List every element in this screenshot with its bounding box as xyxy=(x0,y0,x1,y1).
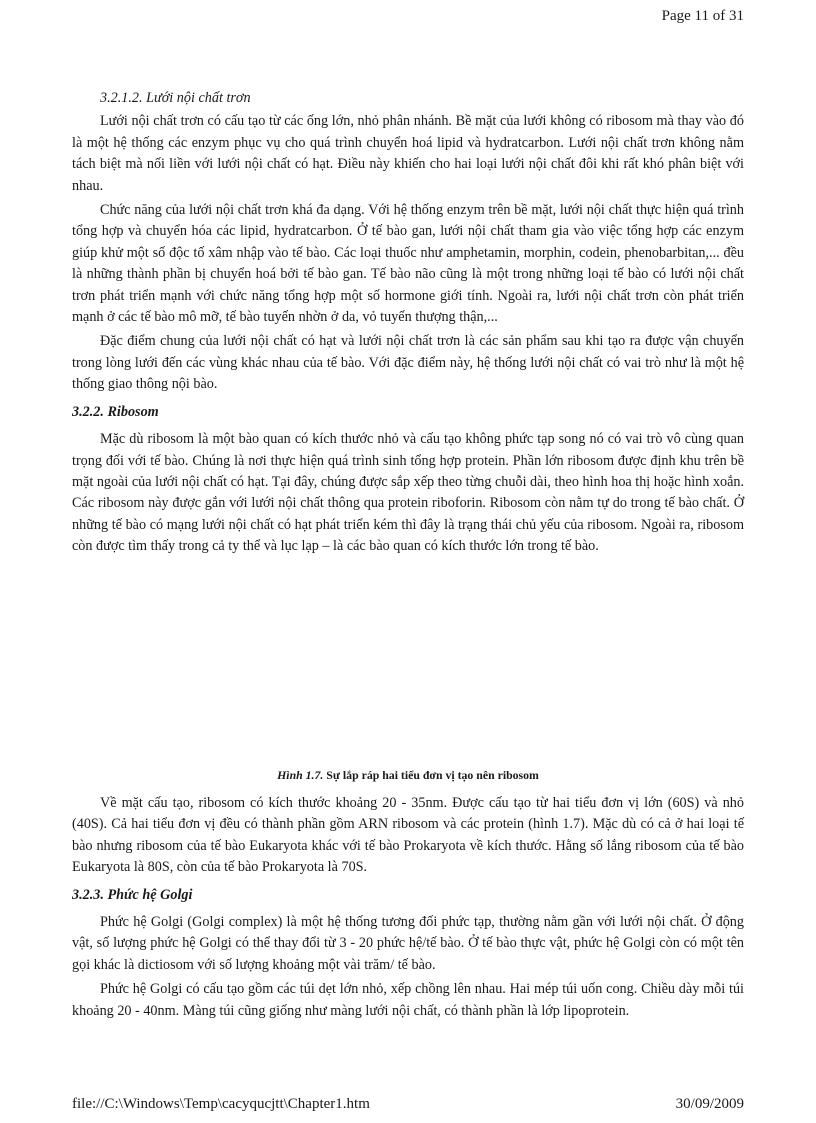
section-heading-323: 3.2.3. Phức hệ Golgi xyxy=(72,886,193,903)
footer-date: 30/09/2009 xyxy=(675,1096,744,1112)
figure-caption xyxy=(72,765,744,786)
figure-caption-label: Hình 1.7. xyxy=(277,767,324,782)
paragraph: Mặc dù ribosom là một bào quan có kích thước nhỏ và cấu tạo không phức tạp song nó có vai trò vô cùng quan trọng đối với tế bào. Chúng là nơi thực hiện quá trình sinh tổng hợp protein. Phần lớn ribosom được định khu trên bề mặt ngoài của lưới nội chất có hạt. Tại đây, chúng được sắp xếp theo từng chuỗi dài, theo hình hoa thị hoặc hình xoắn. Các ribosom này được gắn với lưới nội chất thông qua protein riboforin. Ribosom còn nằm tự do trong tế bào chất. Ở những tế bào có mạng lưới nội chất có hạt phát triển kém thì đây là trạng thái chủ yếu của ribosom. Ngoài ra, ribosom còn được tìm thấy trong cả ty thể và lục lạp – là các bào quan có kích thước lớn trong tế bào. xyxy=(72,431,745,555)
subsection-heading-3212: 3.2.1.2. Lưới nội chất trơn xyxy=(100,90,251,106)
paragraph: Phức hệ Golgi (Golgi complex) là một hệ thống tương đối phức tạp, thường nằm gần với lưới nội chất. Ở động vật, số lượng phức hệ Golgi có thể thay đổi từ 3 - 20 phức hệ/tế bào. Ở tế bào thực vật, phức hệ Golgi còn có một tên gọi khác là dictiosom với số lượng khoảng một vài trăm/ tế bào. xyxy=(72,913,744,973)
document-body xyxy=(72,88,744,1025)
paragraph: Đặc điểm chung của lưới nội chất có hạt và lưới nội chất trơn là các sản phẩm sau khi tạo ra được vận chuyển trong lòng lưới đến các vùng khác nhau của tế bào. Với đặc điểm này, hệ thống lưới nội chất có vai trò như là một hệ thống giao thông nội bào. xyxy=(72,333,744,393)
paragraph: Phức hệ Golgi có cấu tạo gồm các túi dẹt lớn nhỏ, xếp chồng lên nhau. Hai mép túi uốn cong. Chiều dày mỗi túi khoảng 20 - 40nm. Màng túi cũng giống như màng lưới nội chất, có thành phần là lớp lipoprotein. xyxy=(72,981,744,1019)
footer-file-path: file://C:\Windows\Temp\cacyqucjtt\Chapter1.htm xyxy=(72,1096,370,1112)
page-number: Page 11 of 31 xyxy=(661,8,744,24)
figure-caption-text: Sự lắp ráp hai tiểu đơn vị tạo nên ribosom xyxy=(323,767,539,782)
paragraph: Chức năng của lưới nội chất trơn khá đa dạng. Với hệ thống enzym trên bề mặt, lưới nội chất thực hiện quá trình tổng hợp và chuyển hóa các lipid, hydratcarbon. Ở tế bào gan, lưới nội chất tham gia vào việc tổng hợp các enzym giúp khử một số độc tố xâm nhập vào tế bào. Các loại thuốc như amphetamin, morphin, codein, phenobarbitan,... đều là những thành phần bị chuyển hoá bởi tế bào gan. Tế bào não cũng là một trong những loại tế bào có lưới nội chất trơn phát triển mạnh với chức năng tổng hợp một số hormone giới tính. Ngoài ra, lưới nội chất trơn còn phát triển mạnh ở các tế bào mô mỡ, tế bào tuyến nhờn ở da, vỏ tuyến thượng thận,... xyxy=(72,202,744,326)
section-heading-322: 3.2.2. Ribosom xyxy=(72,403,159,420)
paragraph: Lưới nội chất trơn có cấu tạo từ các ống lớn, nhỏ phân nhánh. Bề mặt của lưới không có ribosom mà thay vào đó là một hệ thống các enzym phục vụ cho quá trình chuyển hoá lipid và hydratcarbon. Lưới nội chất trơn không nằm tách biệt mà nối liền với lưới nội chất có hạt. Điều này khiến cho hai loại lưới nội chất đôi khi rất khó phân biệt với nhau. xyxy=(72,113,744,194)
paragraph: Về mặt cấu tạo, ribosom có kích thước khoảng 20 - 35nm. Được cấu tạo từ hai tiểu đơn vị lớn (60S) và nhỏ (40S). Cả hai tiểu đơn vị đều có thành phần gồm ARN ribosom và các protein (hình 1.7). Mặc dù có cả ở hai loại tế bào nhưng ribosom của tế bào Eukaryota khác với tế bào Prokaryota về kích thước. Hằng số lắng ribosom của tế bào Eukaryota là 80S, còn của tế bào Prokaryota là 70S. xyxy=(72,794,744,876)
figure-placeholder xyxy=(72,561,744,765)
